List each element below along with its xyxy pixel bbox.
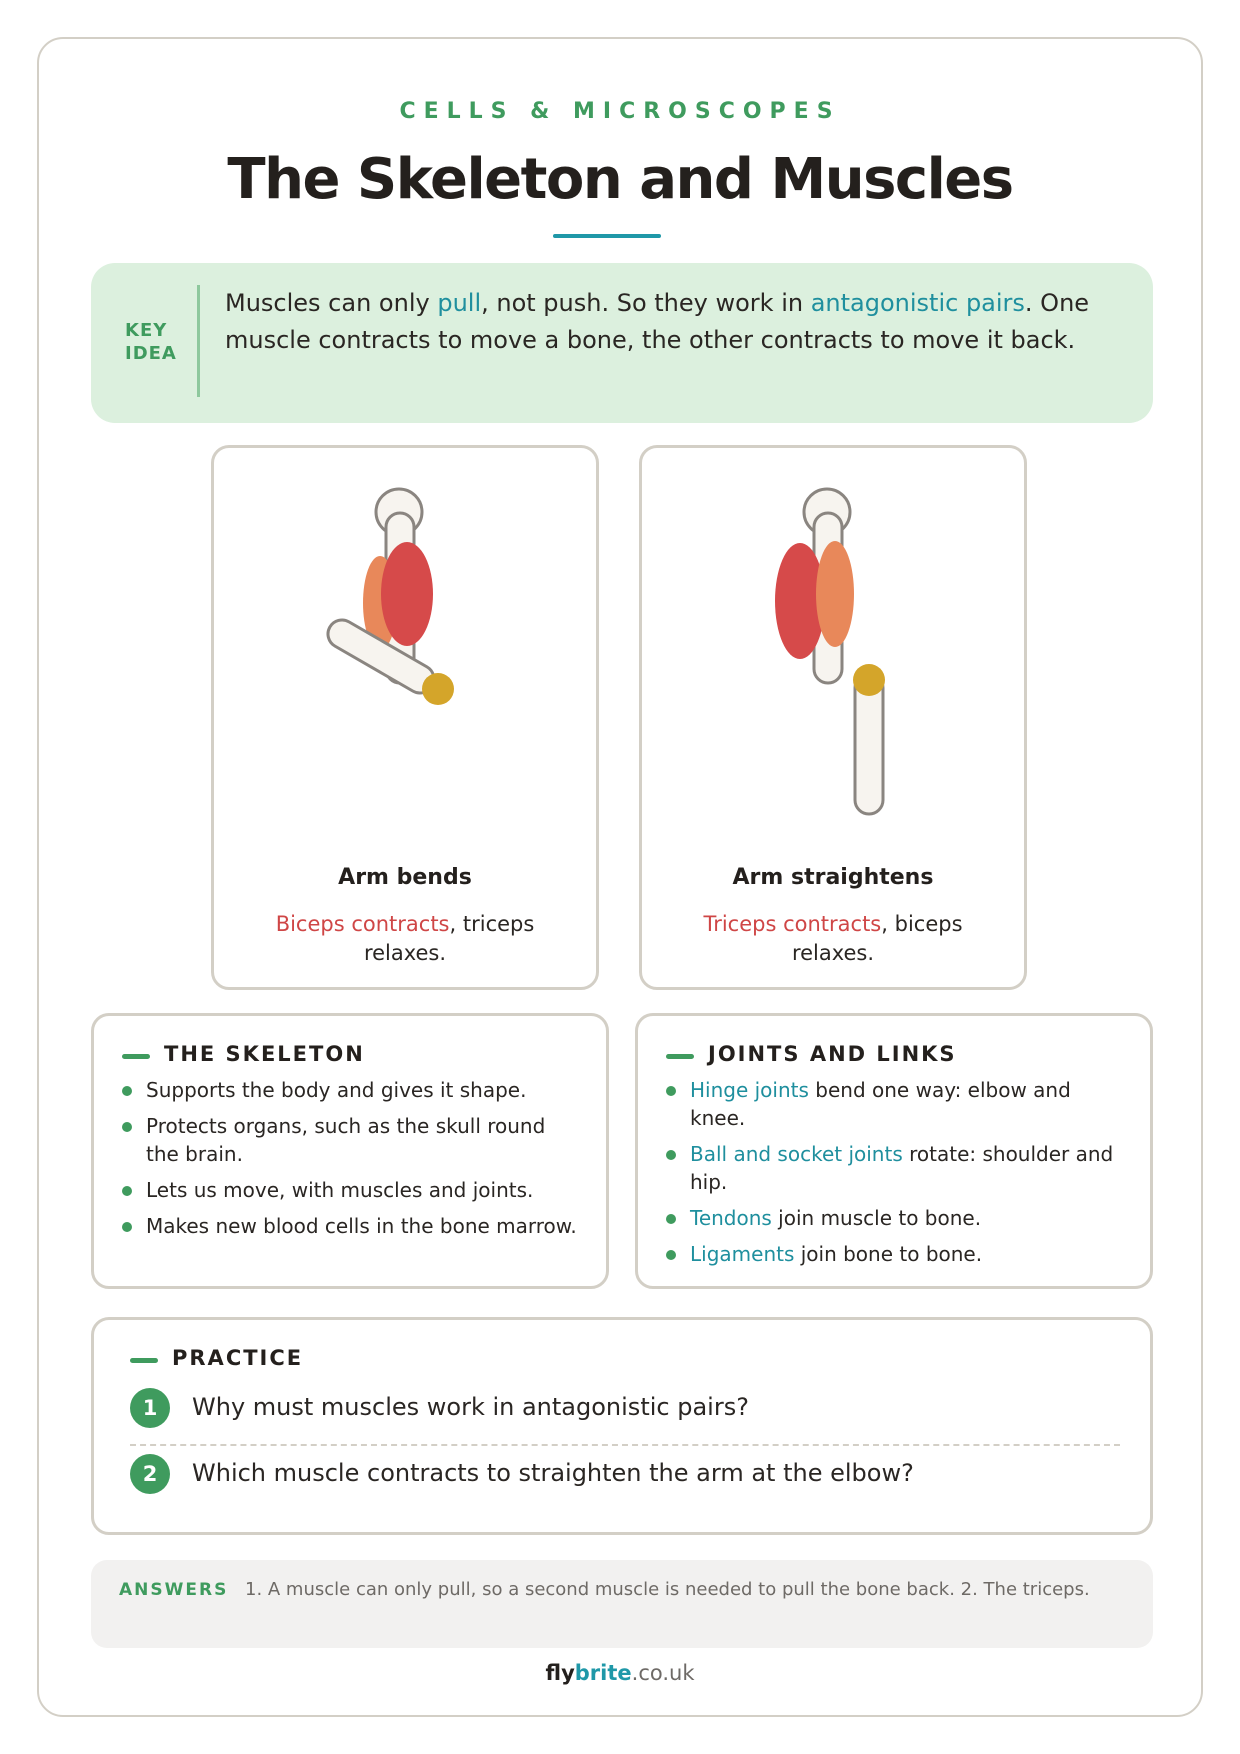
- list-item: Makes new blood cells in the bone marrow.: [120, 1212, 580, 1240]
- question-text: Which muscle contracts to straighten the arm at the elbow?: [192, 1459, 914, 1487]
- list-item: [664, 1204, 1124, 1232]
- elbow-joint-icon: [422, 673, 454, 705]
- question-number-badge: 2: [130, 1454, 170, 1494]
- joints-heading: JOINTS AND LINKS: [666, 1042, 957, 1066]
- question-text: Why must muscles work in antagonistic pairs?: [192, 1393, 749, 1421]
- list-item: [664, 1140, 1124, 1196]
- arm-straightens-illustration: [642, 448, 1024, 868]
- worksheet: [37, 37, 1203, 1717]
- arm-straightens-description: [682, 910, 984, 968]
- list-item: Lets us move, with muscles and joints.: [120, 1176, 580, 1204]
- arm-bends-title: Arm bends: [338, 865, 472, 890]
- list-item: Supports the body and gives it shape.: [120, 1076, 580, 1104]
- key-idea-text-1: Muscles can only: [225, 289, 438, 317]
- joints-list: [664, 1076, 1124, 1276]
- key-idea-box: [91, 263, 1153, 423]
- title-underline: [553, 234, 661, 238]
- answers-box: [91, 1560, 1153, 1648]
- joint-desc: rotate: shoulder and hip.: [690, 1142, 1114, 1194]
- answers-tag: ANSWERS: [119, 1580, 229, 1600]
- key-idea-tag-line2: IDEA: [125, 343, 177, 364]
- arm-bends-card: [211, 445, 599, 990]
- joint-term: Ligaments: [690, 1242, 795, 1266]
- key-idea-text-2: , not push. So they work in: [481, 289, 811, 317]
- practice-card: [91, 1317, 1153, 1535]
- question-divider: [130, 1444, 1120, 1446]
- joints-card: [635, 1013, 1153, 1289]
- key-idea-text-3: . One muscle contracts to move a bone, the other contracts to move it back.: [225, 289, 1090, 354]
- skeleton-card: [91, 1013, 609, 1289]
- question-number-badge: 1: [130, 1388, 170, 1428]
- key-idea-tag: [125, 319, 179, 365]
- biceps-muscle-icon: [816, 541, 854, 647]
- skeleton-heading: THE SKELETON: [122, 1042, 365, 1066]
- joint-desc: join bone to bone.: [794, 1242, 983, 1266]
- list-item: [664, 1076, 1124, 1132]
- key-idea-tag-line1: KEY: [125, 320, 168, 341]
- brand-part-fly: fly: [545, 1661, 575, 1685]
- arm-bends-rest: , triceps relaxes.: [363, 912, 535, 965]
- arm-bends-description: [254, 910, 556, 968]
- biceps-contracts-label: Biceps contracts: [275, 912, 450, 936]
- list-item: Protects organs, such as the skull round the brain.: [120, 1112, 580, 1168]
- joint-term: Tendons: [690, 1206, 772, 1230]
- key-idea-pull: pull: [437, 289, 482, 317]
- skeleton-list: [120, 1076, 580, 1248]
- practice-heading: PRACTICE: [130, 1346, 303, 1370]
- key-idea-antagonistic-pairs: antagonistic pairs: [810, 289, 1025, 317]
- elbow-joint-icon: [853, 664, 885, 696]
- joint-desc: bend one way: elbow and knee.: [690, 1078, 1071, 1130]
- brand-domain: .co.uk: [631, 1661, 695, 1685]
- biceps-muscle-icon: [381, 542, 433, 646]
- page-title: The Skeleton and Muscles: [227, 147, 1013, 212]
- answers-text: 1. A muscle can only pull, so a second muscle is needed to pull the bone back. 2. The triceps.: [245, 1579, 1090, 1600]
- practice-question: [130, 1388, 1130, 1432]
- arm-straightens-card: [639, 445, 1027, 990]
- key-idea-text: [225, 285, 1125, 359]
- topic-label: CELLS & MICROSCOPES: [399, 99, 841, 124]
- arm-bends-illustration: [214, 448, 596, 748]
- key-idea-divider: [197, 285, 200, 397]
- joint-term: Ball and socket joints: [690, 1142, 903, 1166]
- arm-straightens-title: Arm straightens: [732, 865, 934, 890]
- footer-brand: [39, 1661, 1201, 1685]
- joint-term: Hinge joints: [690, 1078, 809, 1102]
- arm-straightens-rest: , biceps relaxes.: [791, 912, 963, 965]
- list-item: [664, 1240, 1124, 1268]
- triceps-contracts-label: Triceps contracts: [703, 912, 882, 936]
- practice-question: [130, 1454, 1130, 1498]
- joint-desc: join muscle to bone.: [771, 1206, 982, 1230]
- brand-part-brite: brite: [574, 1661, 632, 1685]
